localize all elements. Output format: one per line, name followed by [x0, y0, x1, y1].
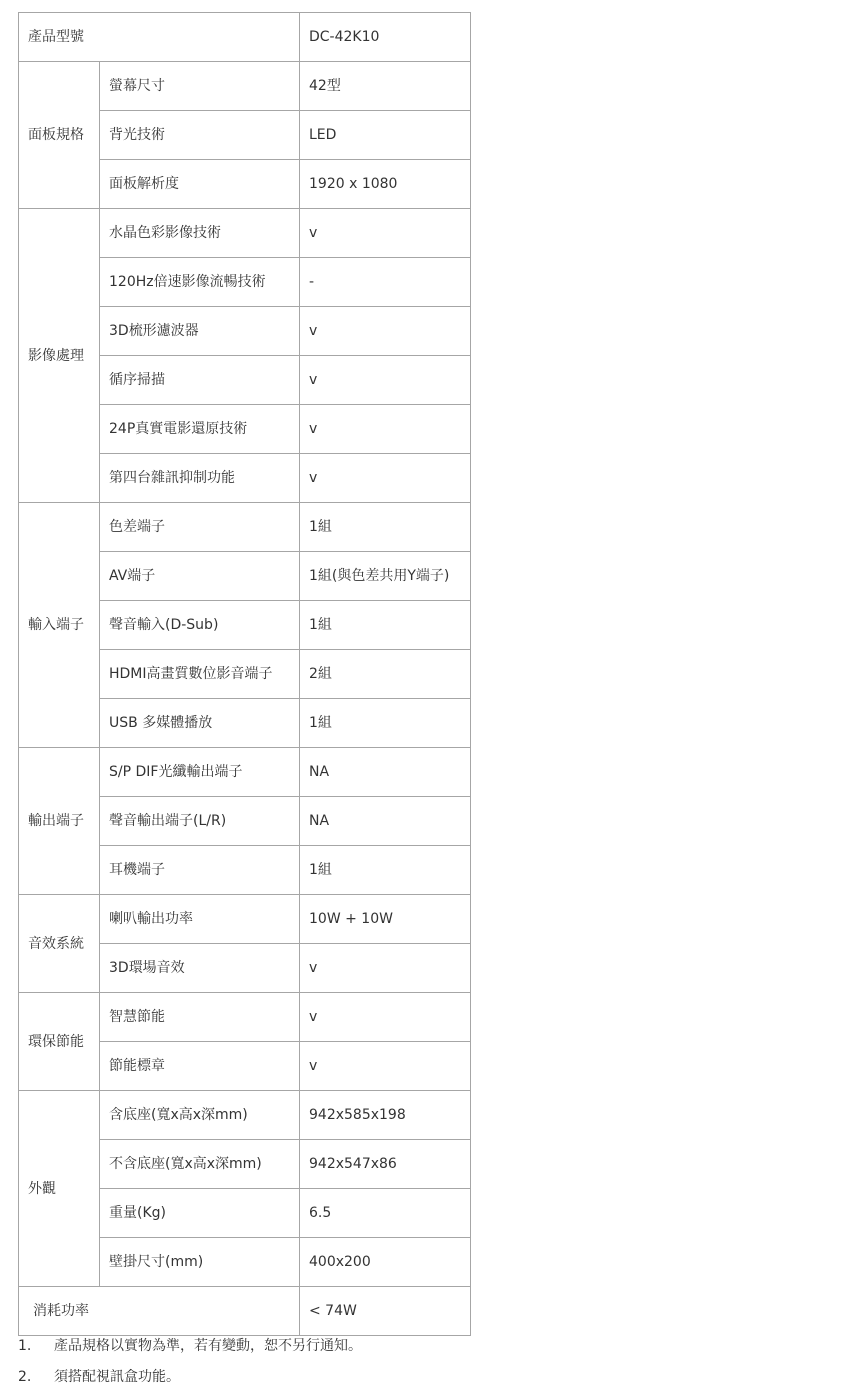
spec-value: 1組 [300, 601, 471, 650]
spec-item: HDMI高畫質數位影音端子 [100, 650, 300, 699]
spec-item: 循序掃描 [100, 356, 300, 405]
spec-value: - [300, 258, 471, 307]
spec-item: 聲音輸出端子(L/R) [100, 797, 300, 846]
spec-value: 10W + 10W [300, 895, 471, 944]
note-number: 2. [18, 1369, 32, 1385]
power-value: < 74W [300, 1287, 471, 1336]
note-item [18, 1367, 838, 1387]
spec-value: 942x547x86 [300, 1140, 471, 1189]
spec-category: 面板規格 [19, 62, 100, 209]
spec-item: 24P真實電影還原技術 [100, 405, 300, 454]
spec-value: v [300, 993, 471, 1042]
spec-item: 色差端子 [100, 503, 300, 552]
spec-item: 耳機端子 [100, 846, 300, 895]
spec-item: 面板解析度 [100, 160, 300, 209]
spec-row [19, 62, 471, 111]
spec-value: 400x200 [300, 1238, 471, 1287]
spec-item: 水晶色彩影像技術 [100, 209, 300, 258]
spec-row [19, 895, 471, 944]
spec-item: 重量(Kg) [100, 1189, 300, 1238]
note-text: 產品規格以實物為準，若有變動，恕不另行通知。 [54, 1338, 362, 1354]
spec-item: 背光技術 [100, 111, 300, 160]
power-row [19, 1287, 471, 1336]
spec-category: 輸入端子 [19, 503, 100, 748]
spec-category: 影像處理 [19, 209, 100, 503]
spec-value: 1組 [300, 846, 471, 895]
spec-row [19, 1091, 471, 1140]
spec-value: 42型 [300, 62, 471, 111]
spec-item: 智慧節能 [100, 993, 300, 1042]
model-value: DC-42K10 [300, 13, 471, 62]
spec-value: v [300, 356, 471, 405]
note-number: 1. [18, 1338, 32, 1354]
spec-value: v [300, 944, 471, 993]
spec-value: 2組 [300, 650, 471, 699]
spec-item: AV端子 [100, 552, 300, 601]
spec-row [19, 993, 471, 1042]
spec-value: v [300, 209, 471, 258]
spec-item: 聲音輸入(D-Sub) [100, 601, 300, 650]
spec-row [19, 209, 471, 258]
spec-category: 音效系統 [19, 895, 100, 993]
model-label: 產品型號 [19, 13, 300, 62]
spec-value: 1組 [300, 699, 471, 748]
spec-item: 節能標章 [100, 1042, 300, 1091]
spec-table-body [19, 13, 471, 1336]
note-text: 須搭配視訊盒功能。 [54, 1369, 180, 1385]
spec-category: 環保節能 [19, 993, 100, 1091]
notes-list [18, 1336, 838, 1398]
spec-item: 喇叭輸出功率 [100, 895, 300, 944]
spec-value: v [300, 1042, 471, 1091]
spec-value: 1920 x 1080 [300, 160, 471, 209]
spec-item: 第四台雜訊抑制功能 [100, 454, 300, 503]
spec-value: LED [300, 111, 471, 160]
spec-item: 不含底座(寬x高x深mm) [100, 1140, 300, 1189]
spec-value: NA [300, 797, 471, 846]
spec-item: 壁掛尺寸(mm) [100, 1238, 300, 1287]
spec-value: 942x585x198 [300, 1091, 471, 1140]
spec-value: NA [300, 748, 471, 797]
spec-item: S/P DIF光纖輸出端子 [100, 748, 300, 797]
spec-row [19, 503, 471, 552]
spec-item: 3D梳形濾波器 [100, 307, 300, 356]
model-row [19, 13, 471, 62]
spec-category: 外觀 [19, 1091, 100, 1287]
spec-item: 螢幕尺寸 [100, 62, 300, 111]
spec-value: 6.5 [300, 1189, 471, 1238]
power-label: 消耗功率 [19, 1287, 300, 1336]
note-item [18, 1336, 838, 1356]
spec-row [19, 748, 471, 797]
spec-value: v [300, 454, 471, 503]
spec-category: 輸出端子 [19, 748, 100, 895]
spec-value: v [300, 405, 471, 454]
spec-item: 含底座(寬x高x深mm) [100, 1091, 300, 1140]
spec-item: 3D環場音效 [100, 944, 300, 993]
spec-value: 1組(與色差共用Y端子) [300, 552, 471, 601]
spec-item: 120Hz倍速影像流暢技術 [100, 258, 300, 307]
spec-value: v [300, 307, 471, 356]
spec-item: USB 多媒體播放 [100, 699, 300, 748]
spec-value: 1組 [300, 503, 471, 552]
spec-table [18, 12, 471, 1336]
